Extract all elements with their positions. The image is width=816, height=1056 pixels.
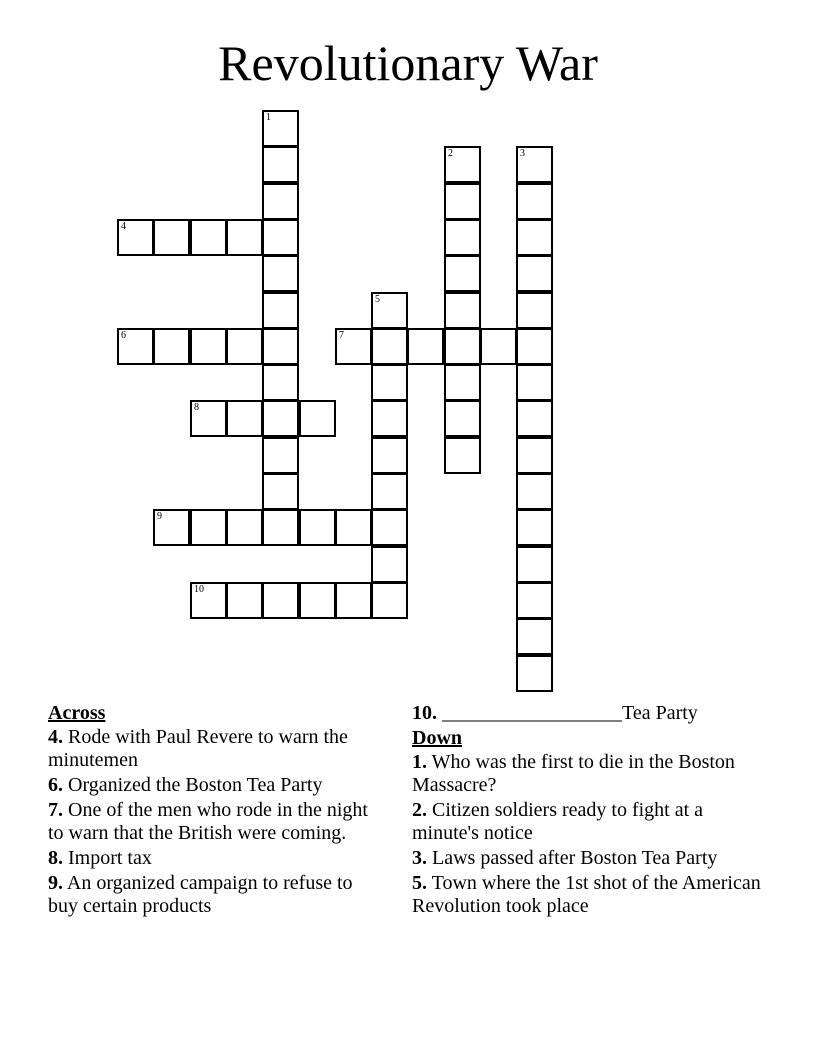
down-clue-list (412, 751, 762, 918)
grid-cell[interactable] (371, 328, 408, 365)
grid-cell[interactable] (516, 509, 553, 546)
grid-cell[interactable] (117, 219, 154, 256)
grid-cell[interactable] (262, 400, 299, 437)
clue-number: 6 (121, 330, 126, 341)
puzzle-title: Revolutionary War (218, 35, 598, 91)
grid-cell[interactable] (371, 582, 408, 619)
clue-item (412, 799, 762, 845)
clue-item (412, 872, 762, 918)
grid-cell[interactable] (444, 146, 481, 183)
clue-number: 10 (194, 584, 204, 595)
grid-cell[interactable] (371, 400, 408, 437)
clue-number: 8 (194, 402, 199, 413)
down-heading: Down (412, 727, 463, 749)
clue-item-number: 3. (412, 847, 427, 869)
grid-cell[interactable] (444, 364, 481, 401)
grid-cell[interactable] (262, 582, 299, 619)
clue-item-text: Rode with Paul Revere to warn the minutemen (48, 726, 348, 771)
grid-cell[interactable] (299, 400, 336, 437)
grid-cell[interactable] (444, 328, 481, 365)
grid-cell[interactable] (516, 183, 553, 220)
grid-cell[interactable] (262, 328, 299, 365)
grid-cell[interactable] (444, 400, 481, 437)
grid-cell[interactable] (444, 183, 481, 220)
grid-cell[interactable] (371, 292, 408, 329)
grid-cell[interactable] (516, 292, 553, 329)
clue-item-number: 6. (48, 774, 63, 796)
grid-cell[interactable] (262, 110, 299, 147)
clue-item-number: 1. (412, 751, 427, 773)
clue-number: 3 (520, 148, 525, 159)
grid-cell[interactable] (516, 546, 553, 583)
clue-item (48, 774, 378, 797)
grid-cell[interactable] (117, 328, 154, 365)
clue-item-text: Who was the first to die in the Boston Massacre? (412, 751, 735, 796)
grid-cell[interactable] (444, 219, 481, 256)
grid-cell[interactable] (516, 146, 553, 183)
clue-item (48, 872, 378, 918)
grid-cell[interactable] (190, 582, 227, 619)
clue-item (48, 847, 378, 870)
clue-item-number: 4. (48, 726, 63, 748)
grid-cell[interactable] (516, 364, 553, 401)
across-clue-list (48, 726, 378, 918)
clue-item-number: 10. (412, 702, 437, 724)
grid-cell[interactable] (335, 582, 372, 619)
grid-cell[interactable] (262, 255, 299, 292)
grid-cell[interactable] (371, 473, 408, 510)
grid-cell[interactable] (153, 219, 190, 256)
grid-cell[interactable] (262, 473, 299, 510)
grid-cell[interactable] (516, 655, 553, 692)
grid-cell[interactable] (480, 328, 517, 365)
grid-cell[interactable] (335, 328, 372, 365)
grid-cell[interactable] (516, 328, 553, 365)
grid-cell[interactable] (444, 292, 481, 329)
clue-item-text: Organized the Boston Tea Party (68, 774, 323, 796)
grid-cell[interactable] (226, 400, 263, 437)
across-clue-list-continued (412, 702, 762, 725)
grid-cell[interactable] (516, 437, 553, 474)
grid-cell[interactable] (190, 328, 227, 365)
grid-cell[interactable] (262, 509, 299, 546)
grid-cell[interactable] (516, 618, 553, 655)
grid-cell[interactable] (262, 146, 299, 183)
grid-cell[interactable] (371, 546, 408, 583)
grid-cell[interactable] (516, 219, 553, 256)
grid-cell[interactable] (407, 328, 444, 365)
grid-cell[interactable] (226, 219, 263, 256)
clue-item-number: 9. (48, 872, 63, 894)
grid-cell[interactable] (335, 509, 372, 546)
grid-cell[interactable] (226, 328, 263, 365)
right-clues-column (412, 702, 762, 920)
clue-item (412, 847, 762, 870)
grid-cell[interactable] (262, 219, 299, 256)
grid-cell[interactable] (299, 582, 336, 619)
clue-item-number: 8. (48, 847, 63, 869)
grid-cell[interactable] (262, 183, 299, 220)
grid-cell[interactable] (371, 509, 408, 546)
clue-item-text: Town where the 1st shot of the American Revolution took place (412, 872, 761, 917)
across-heading: Across (48, 702, 106, 724)
clue-item-text: An organized campaign to refuse to buy certain products (48, 872, 353, 917)
clue-number: 9 (157, 511, 162, 522)
grid-cell[interactable] (516, 400, 553, 437)
clue-number: 2 (448, 148, 453, 159)
clue-number: 4 (121, 221, 126, 232)
clue-item (412, 702, 762, 725)
clue-item-text: __________________Tea Party (442, 702, 698, 724)
clue-number: 1 (266, 112, 271, 123)
grid-cell[interactable] (371, 437, 408, 474)
grid-cell[interactable] (262, 437, 299, 474)
grid-cell[interactable] (371, 364, 408, 401)
grid-cell[interactable] (190, 509, 227, 546)
clue-item-text: Import tax (68, 847, 152, 869)
grid-cell[interactable] (226, 509, 263, 546)
clue-item-text: Laws passed after Boston Tea Party (432, 847, 718, 869)
grid-cell[interactable] (190, 219, 227, 256)
clue-item-number: 7. (48, 799, 63, 821)
clue-item-text: Citizen soldiers ready to fight at a minute's notice (412, 799, 704, 844)
grid-cell[interactable] (153, 509, 190, 546)
clue-item-number: 5. (412, 872, 427, 894)
grid-cell[interactable] (262, 292, 299, 329)
across-clues-column (48, 702, 378, 920)
clue-item-number: 2. (412, 799, 427, 821)
grid-cell[interactable] (516, 255, 553, 292)
grid-cell[interactable] (226, 582, 263, 619)
grid-cell[interactable] (516, 582, 553, 619)
grid-cell[interactable] (444, 437, 481, 474)
grid-cell[interactable] (190, 400, 227, 437)
clue-item (48, 799, 378, 845)
grid-cell[interactable] (262, 364, 299, 401)
grid-cell[interactable] (444, 255, 481, 292)
clue-item (412, 751, 762, 797)
grid-cell[interactable] (153, 328, 190, 365)
clue-number: 5 (375, 294, 380, 305)
grid-cell[interactable] (299, 509, 336, 546)
clue-number: 7 (339, 330, 344, 341)
grid-cell[interactable] (516, 473, 553, 510)
clue-item (48, 726, 378, 772)
clue-item-text: One of the men who rode in the night to warn that the British were coming. (48, 799, 368, 844)
